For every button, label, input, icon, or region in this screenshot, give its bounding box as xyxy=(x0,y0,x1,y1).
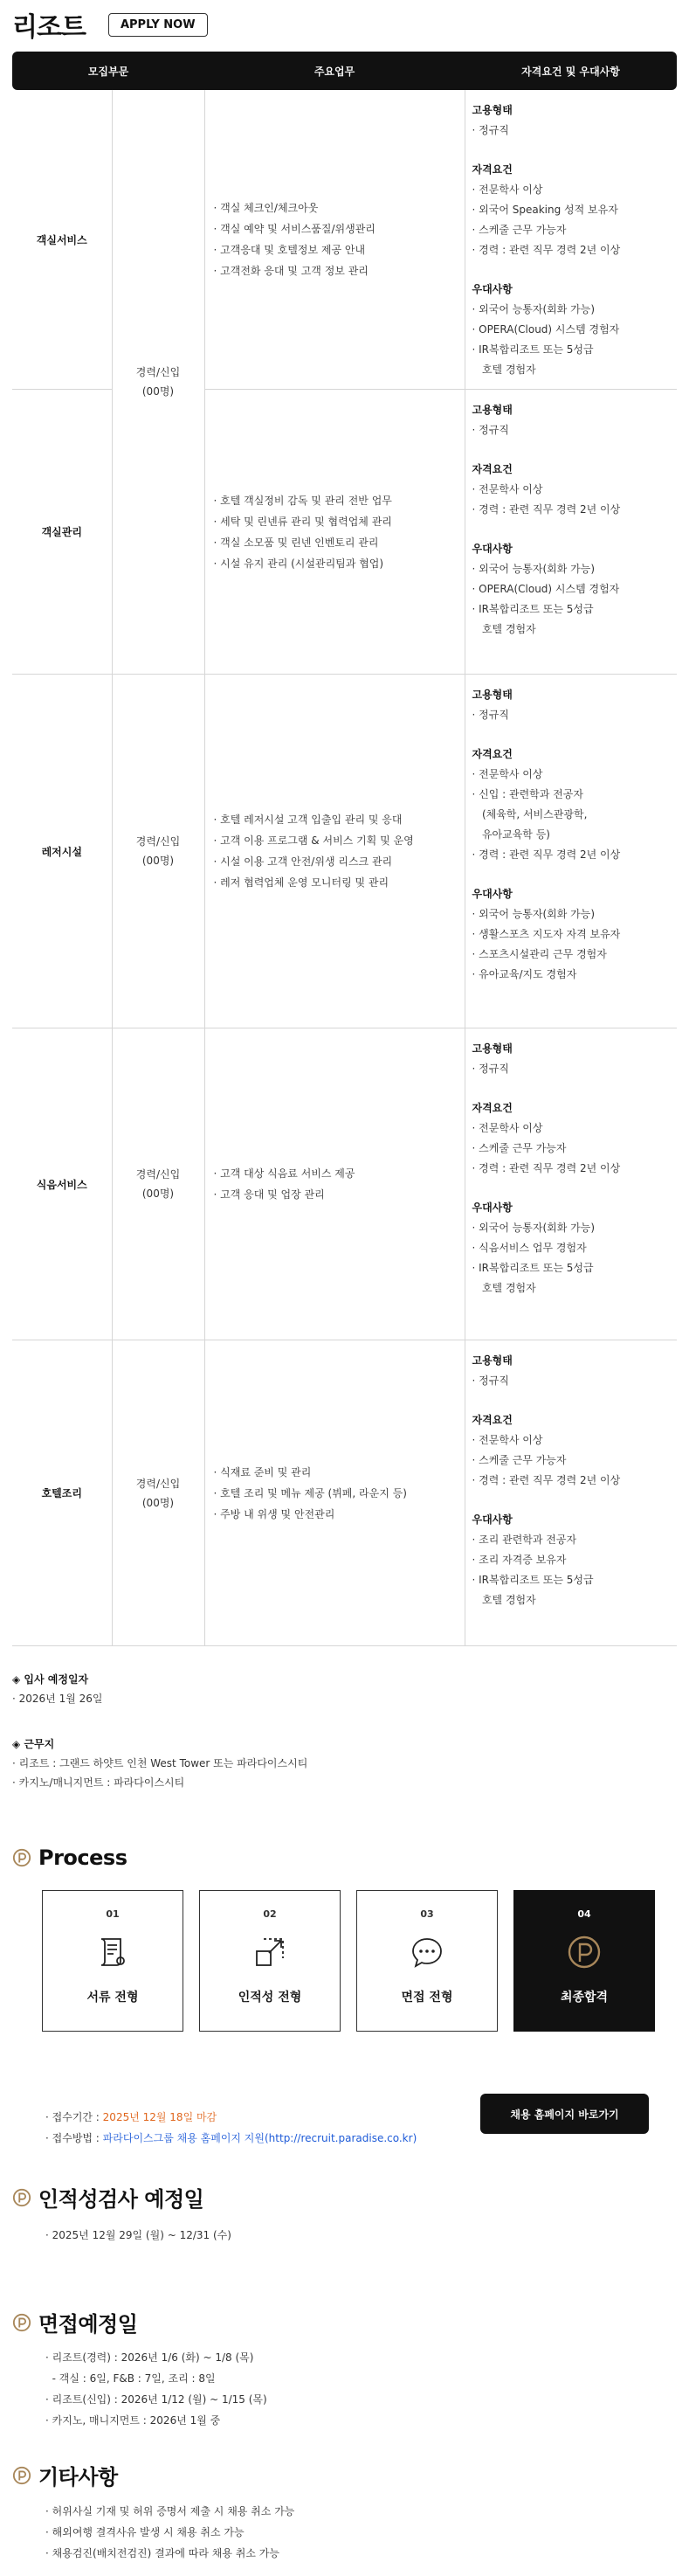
career-line: 경력/신입 xyxy=(135,835,181,848)
requirement-item: (체육학, 서비스관광학, xyxy=(472,808,588,821)
requirement-item: · 경력 : 관련 직무 경력 2년 이상 xyxy=(472,503,621,516)
document-scroll-icon xyxy=(94,1934,131,1970)
apply-method xyxy=(45,2128,417,2149)
requirement-item: · 스케줄 근무 가능자 xyxy=(472,224,567,236)
career-cell xyxy=(112,1340,204,1646)
requirement-block xyxy=(472,685,678,725)
duty-item: · 주방 내 위생 및 안전관리 xyxy=(213,1507,335,1520)
requirement-item: · 식음서비스 업무 경험자 xyxy=(472,1242,587,1254)
duty-item: · 고객 대상 식음료 서비스 제공 xyxy=(213,1167,355,1180)
workplace-section xyxy=(12,1735,307,1792)
requirement-heading: 우대사항 xyxy=(472,543,513,555)
requirement-item: · IR복합리조트 또는 5성급 xyxy=(472,1574,594,1586)
requirement-block xyxy=(472,100,678,141)
requirement-item: · 정규직 xyxy=(472,124,509,136)
paradise-logo-icon xyxy=(12,2313,31,2332)
requirement-item: · 외국어 능통자(회화 가능) xyxy=(472,908,596,920)
interview-heading xyxy=(12,2307,137,2337)
requirement-item: · 경력 : 관련 직무 경력 2년 이상 xyxy=(472,848,621,861)
requirement-block xyxy=(472,1410,678,1491)
requirements-cell xyxy=(465,390,677,675)
duty-item: · 호텔 조리 및 메뉴 제공 (뷔페, 라운지 등) xyxy=(213,1486,407,1499)
requirement-item: 유아교육학 등) xyxy=(472,828,550,841)
requirement-heading: 자격요건 xyxy=(472,163,513,176)
requirement-heading: 우대사항 xyxy=(472,283,513,295)
aptitude-line: · 2025년 12월 29일 (월) ~ 12/31 (수) xyxy=(45,2229,231,2241)
duty-item: · 객실 예약 및 서비스품질/위생관리 xyxy=(213,223,376,235)
duty-item: · 객실 체크인/체크아웃 xyxy=(213,202,319,214)
requirement-item: · 전문학사 이상 xyxy=(472,768,543,780)
step-number: 03 xyxy=(420,1908,434,1920)
column-header: 자격요건 및 우대사항 xyxy=(465,52,677,90)
join-date-heading: ◈ 입사 예정일자 xyxy=(12,1673,89,1686)
requirement-heading: 고용형태 xyxy=(472,1354,513,1367)
requirement-item: · IR복합리조트 또는 5성급 xyxy=(472,603,594,615)
duty-item: · 고객 이용 프로그램 & 서비스 기획 및 운영 xyxy=(213,834,414,847)
career-cell xyxy=(112,1028,204,1340)
requirement-heading: 자격요건 xyxy=(472,748,513,760)
requirement-item: · 스케줄 근무 가능자 xyxy=(472,1454,567,1466)
step-document xyxy=(42,1890,183,2032)
career-line: (00명) xyxy=(141,855,175,867)
requirement-block xyxy=(472,280,678,380)
interview-line: · 리조트(경력) : 2026년 1/6 (화) ~ 1/8 (목) xyxy=(45,2351,254,2364)
duties-cell xyxy=(204,1340,465,1646)
category-cell: 레저시설 xyxy=(12,675,112,1028)
etc-heading xyxy=(12,2460,118,2490)
requirement-block xyxy=(472,539,678,640)
requirement-block xyxy=(472,884,678,985)
duty-item: · 시설 이용 고객 안전/위생 리스크 관리 xyxy=(213,855,393,868)
career-cell xyxy=(112,675,204,1028)
workplace-heading: ◈ 근무지 xyxy=(12,1738,55,1750)
requirement-item: 호텔 경험자 xyxy=(472,623,536,635)
process-heading xyxy=(12,1845,127,1870)
career-line: 경력/신입 xyxy=(135,1477,181,1490)
requirement-block xyxy=(472,160,678,260)
requirement-item: · 정규직 xyxy=(472,1375,509,1387)
requirement-item: · 경력 : 관련 직무 경력 2년 이상 xyxy=(472,1162,621,1174)
requirement-item: · 스케줄 근무 가능자 xyxy=(472,1142,567,1154)
paradise-logo-icon xyxy=(12,1848,31,1867)
requirement-item: · OPERA(Cloud) 시스템 경험자 xyxy=(472,323,620,336)
table-row xyxy=(12,90,677,390)
step-number: 04 xyxy=(577,1908,591,1920)
join-date-section xyxy=(12,1670,102,1708)
duties-cell xyxy=(204,390,465,675)
etc-line: · 허위사실 기재 및 허위 증명서 제출 시 채용 취소 가능 xyxy=(45,2505,295,2517)
duty-item: · 고객전화 응대 및 고객 정보 관리 xyxy=(213,265,369,277)
aptitude-title: 인적성검사 예정일 xyxy=(38,2187,204,2212)
interview-line: - 객실 : 6일, F&B : 7일, 조리 : 8일 xyxy=(45,2372,216,2385)
workplace-line: · 리조트 : 그랜드 하얏트 인천 West Tower 또는 파라다이스시티 xyxy=(12,1757,308,1769)
category-cell: 객실관리 xyxy=(12,390,112,675)
requirement-block xyxy=(472,400,678,440)
column-header: 모집부문 xyxy=(12,52,204,90)
duty-item: · 고객응대 및 호텔정보 제공 안내 xyxy=(213,244,366,256)
requirement-item: · 조리 관련학과 전공자 xyxy=(472,1534,577,1546)
step-label: 서류 전형 xyxy=(86,1991,139,2005)
etc-line: · 채용검진(배치전검진) 결과에 따라 채용 취소 가능 xyxy=(45,2547,279,2559)
interview-line: · 리조트(신입) : 2026년 1/12 (월) ~ 1/15 (목) xyxy=(45,2393,267,2406)
workplace-line: · 카지노/매니지먼트 : 파라다이스시티 xyxy=(12,1776,185,1789)
step-label: 면접 전형 xyxy=(401,1991,453,2005)
requirement-heading: 고용형태 xyxy=(472,689,513,701)
requirement-item: · 경력 : 관련 직무 경력 2년 이상 xyxy=(472,1474,621,1486)
requirement-item: · 외국어 능통자(회화 가능) xyxy=(472,303,596,315)
aptitude-heading xyxy=(12,2182,203,2212)
career-line: 경력/신입 xyxy=(135,366,181,378)
requirement-heading: 고용형태 xyxy=(472,104,513,116)
requirement-item: · 전문학사 이상 xyxy=(472,1434,543,1446)
requirement-heading: 우대사항 xyxy=(472,1201,513,1214)
requirement-item: · 전문학사 이상 xyxy=(472,483,543,495)
career-line: 경력/신입 xyxy=(135,1168,181,1181)
step-number: 01 xyxy=(106,1908,120,1920)
requirement-item: · 조리 자격증 보유자 xyxy=(472,1554,567,1566)
requirement-item: 호텔 경험자 xyxy=(472,1282,536,1294)
duties-cell xyxy=(204,90,465,390)
requirement-item: · 정규직 xyxy=(472,424,509,436)
category-cell: 식음서비스 xyxy=(12,1028,112,1340)
requirement-item: · 전문학사 이상 xyxy=(472,1122,543,1134)
requirement-item: · OPERA(Cloud) 시스템 경험자 xyxy=(472,583,620,595)
career-line: (00명) xyxy=(141,1188,175,1200)
duty-item: · 고객 응대 및 업장 관리 xyxy=(213,1188,325,1201)
duty-item: · 객실 소모품 및 린넨 인벤토리 관리 xyxy=(213,536,379,549)
apply-info xyxy=(45,2107,417,2149)
table-header-row xyxy=(12,52,677,90)
apply-method-label: · 접수방법 : xyxy=(45,2132,103,2144)
requirement-item: · 외국어 능통자(회화 가능) xyxy=(472,1222,596,1234)
requirement-block xyxy=(472,1198,678,1298)
aptitude-lines xyxy=(45,2225,231,2246)
career-line: (00명) xyxy=(141,385,175,398)
table-row xyxy=(12,675,677,1028)
category-cell: 객실서비스 xyxy=(12,90,112,390)
paradise-logo-icon xyxy=(566,1934,603,1970)
paradise-logo-icon xyxy=(12,2188,31,2207)
requirements-cell xyxy=(465,1028,677,1340)
duty-item: · 호텔 객실정비 감독 및 관리 전반 업무 xyxy=(213,494,392,507)
step-aptitude xyxy=(199,1890,341,2032)
resize-arrow-icon xyxy=(251,1934,288,1970)
apply-period xyxy=(45,2107,417,2128)
duty-item: · 레저 협력업체 운영 모니터링 및 관리 xyxy=(213,876,389,889)
requirement-item: · 전문학사 이상 xyxy=(472,184,543,196)
requirement-heading: 자격요건 xyxy=(472,1102,513,1114)
chat-bubble-icon xyxy=(409,1934,445,1970)
requirement-block xyxy=(472,1351,678,1391)
requirement-heading: 자격요건 xyxy=(472,463,513,475)
requirements-cell xyxy=(465,675,677,1028)
apply-period-label: · 접수기간 : xyxy=(45,2111,103,2123)
career-line: (00명) xyxy=(141,1496,175,1509)
step-number: 02 xyxy=(263,1908,277,1920)
process-steps xyxy=(42,1890,655,2032)
requirement-item: · IR복합리조트 또는 5성급 xyxy=(472,1262,594,1274)
apply-now-button[interactable]: APPLY NOW xyxy=(108,13,208,37)
requirement-item: · 생활스포츠 지도자 자격 보유자 xyxy=(472,928,621,940)
requirement-heading: 고용형태 xyxy=(472,404,513,416)
step-interview xyxy=(356,1890,498,2032)
requirement-item: · 신입 : 관련학과 전공자 xyxy=(472,788,583,800)
process-title: Process xyxy=(38,1845,127,1870)
requirement-item: · 정규직 xyxy=(472,709,509,721)
apply-method-link[interactable]: 파라다이스그룹 채용 홈페이지 지원(http://recruit.paradise.co.kr) xyxy=(102,2132,417,2144)
interview-lines xyxy=(45,2347,267,2431)
requirement-item: · 경력 : 관련 직무 경력 2년 이상 xyxy=(472,244,621,256)
recruit-homepage-button[interactable]: 채용 홈페이지 바로가기 xyxy=(480,2094,649,2134)
step-label: 최종합격 xyxy=(560,1991,609,2005)
interview-line: · 카지노, 매니지먼트 : 2026년 1월 중 xyxy=(45,2414,221,2427)
etc-line: · 해외여행 결격사유 발생 시 채용 취소 가능 xyxy=(45,2526,245,2538)
requirement-item: · 스포츠시설관리 근무 경험자 xyxy=(472,948,607,960)
duties-cell xyxy=(204,675,465,1028)
join-date-value: · 2026년 1월 26일 xyxy=(12,1693,103,1705)
duty-item: · 호텔 레저시설 고객 입출입 관리 및 응대 xyxy=(213,814,403,826)
job-table xyxy=(12,52,677,1646)
table-row xyxy=(12,1340,677,1646)
interview-title: 면접예정일 xyxy=(38,2312,138,2337)
requirement-heading: 우대사항 xyxy=(472,1513,513,1526)
duty-item: · 식재료 준비 및 관리 xyxy=(213,1465,312,1478)
requirement-heading: 고용형태 xyxy=(472,1042,513,1055)
etc-title: 기타사항 xyxy=(38,2465,118,2489)
paradise-logo-icon xyxy=(12,2466,31,2485)
requirement-item: 호텔 경험자 xyxy=(472,1594,536,1606)
requirement-block xyxy=(472,1510,678,1610)
step-final xyxy=(513,1890,655,2032)
requirements-cell xyxy=(465,1340,677,1646)
duty-item: · 시설 유지 관리 (시설관리팀과 협업) xyxy=(213,557,384,570)
requirement-block xyxy=(472,1039,678,1079)
requirement-heading: 자격요건 xyxy=(472,1414,513,1426)
column-header: 주요업무 xyxy=(204,52,465,90)
requirement-item: · 외국어 Speaking 성적 보유자 xyxy=(472,204,618,216)
requirement-block xyxy=(472,1098,678,1179)
step-label: 인적성 전형 xyxy=(238,1991,302,2005)
requirement-item: 호텔 경험자 xyxy=(472,364,536,376)
requirements-cell xyxy=(465,90,677,390)
requirement-item: · IR복합리조트 또는 5성급 xyxy=(472,343,594,356)
category-cell: 호텔조리 xyxy=(12,1340,112,1646)
etc-lines xyxy=(45,2501,294,2564)
page-title: 리조트 xyxy=(12,12,86,43)
requirement-block xyxy=(472,744,678,865)
requirement-block xyxy=(472,460,678,520)
title-row xyxy=(12,7,208,42)
requirement-item: · 유아교육/지도 경험자 xyxy=(472,968,577,980)
requirement-item: · 정규직 xyxy=(472,1063,509,1075)
requirement-heading: 우대사항 xyxy=(472,888,513,900)
apply-period-value: 2025년 12월 18일 마감 xyxy=(102,2111,217,2123)
career-cell xyxy=(112,90,204,675)
duties-cell xyxy=(204,1028,465,1340)
duty-item: · 세탁 및 린넨류 관리 및 협력업체 관리 xyxy=(213,515,392,528)
requirement-item: · 외국어 능통자(회화 가능) xyxy=(472,563,596,575)
table-row xyxy=(12,1028,677,1340)
